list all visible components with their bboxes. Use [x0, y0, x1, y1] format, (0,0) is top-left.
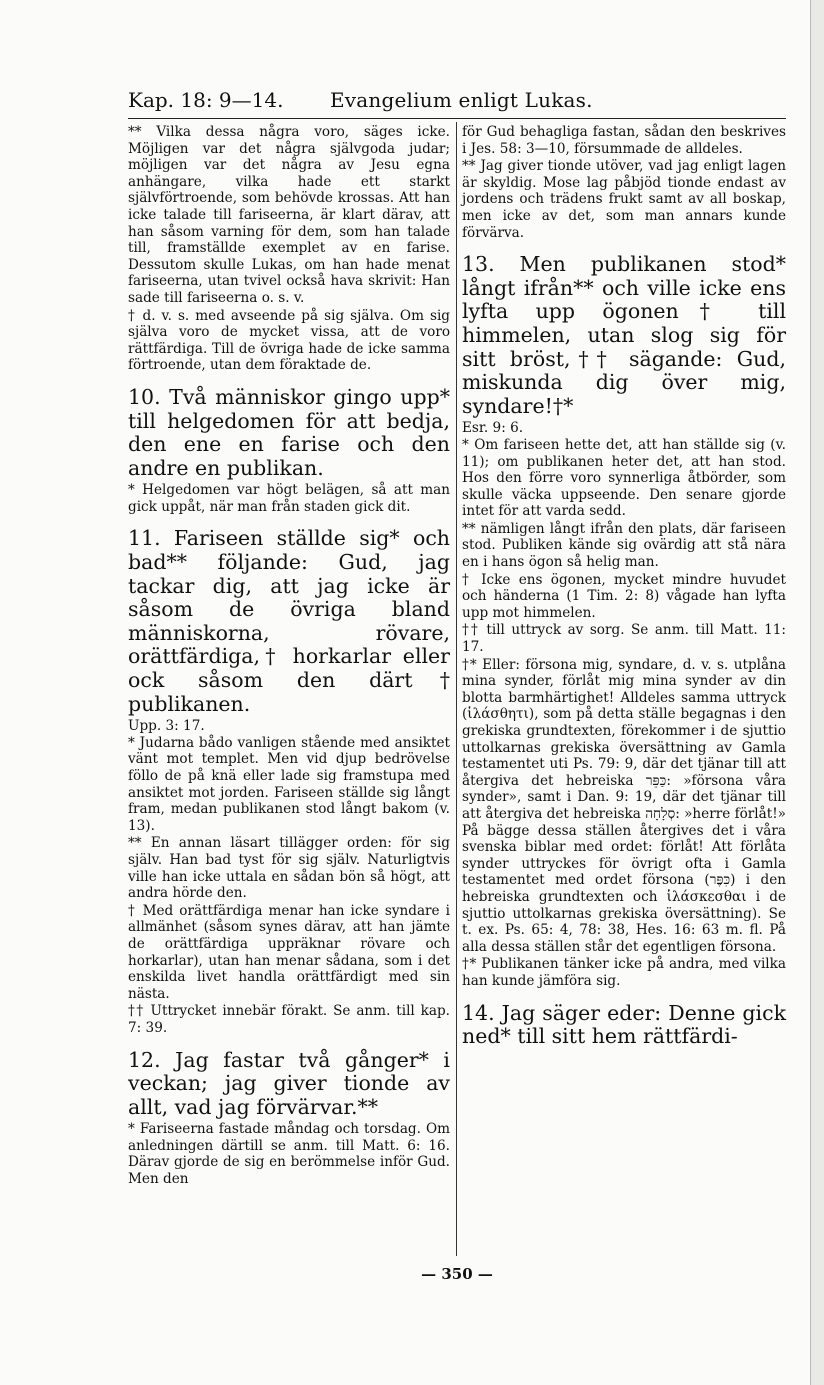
note-paragraph: * Judarna bådo vanligen stående med ansiktet vänt mot templet. Men vid djup bedrövelse föllo de på knä eller lade sig framstupa med ansiktet mot jorden. Fariseen ställde sig långt fram, medan publikanen stod långt bakom (v. 13).	[128, 734, 450, 834]
note-paragraph: * Fariseerna fastade måndag och torsdag. Om anledningen därtill se anm. till Matt. 6: 16. Därav gjorde de sig en berömmelse inför Gud. Men den	[128, 1121, 450, 1188]
note-paragraph: ** Vilka dessa några voro, säges icke. Möjligen var det några självgoda judar; möjligen var det några av Jesu egna anhängare, vilka hade ett starkt självförtroende, som behövde krossas. Att han icke talade till fariseerna, är klart därav, att han såsom varning för dem, som han talade till, framställde exemplet av en farise. Dessutom skulle Lukas, om han hade menat fariseerna, utan tvivel också hava skrivit: Han sade till fariseerna o. s. v.	[128, 124, 450, 306]
verse-paragraph: 12. Jag fastar två gånger* i veckan; jag giver tionde av allt, vad jag förvärvar.**	[128, 1047, 450, 1119]
note-paragraph: †* Publikanen tänker icke på andra, med vilka han kunde jämföra sig.	[462, 956, 786, 989]
right-column	[462, 124, 786, 1051]
cross-reference: Upp. 3: 17.	[128, 718, 205, 735]
note-paragraph: ** Jag giver tionde utöver, vad jag enligt lagen är skyldig. Mose lag påbjöd tionde endast av jordens och trädens frukt samt av all boskap, men icke av det, som man annars kunde förvärva.	[462, 158, 786, 241]
page-number: — 350 —	[421, 1265, 493, 1283]
note-paragraph: ** nämligen långt ifrån den plats, där fariseen stod. Publiken kände sig ovärdig att stå nära en i hans ögon så helig man.	[462, 520, 786, 571]
note-paragraph: † d. v. s. med avseende på sig själva. Om sig själva voro de mycket vissa, att de voro rättfärdiga. Till de övriga hade de icke samma förtroende, utan dem föraktade de.	[128, 307, 450, 374]
note-paragraph: för Gud behagliga fastan, sådan den beskrives i Jes. 58: 3—10, försummade de alldeles.	[462, 124, 786, 157]
note-paragraph: †* Eller: försona mig, syndare, d. v. s. utplåna mina synder, förlåt mig mina synder av din blotta barmhärtighet! Alldeles samma uttryck (ἱλάσθητι), som på detta ställe begagnas i den grekiska grundtexten, förekommer i de sjuttio uttolkarnas grekiska översättning av Gamla testamentet uti Ps. 79: 9, där det tjänar till att återgiva det hebreiska כַּפֵּר: »försona våra synder», samt i Dan. 9: 19, där det tjänar till att återgiva det hebreiska סְלָחָה: »herre förlåt!» På bägge dessa ställen återgives det i våra svenska biblar med ordet: förlåt! Att förlåta synder uttryckes för övrigt ofta i Gamla testamentet med ordet försona (כִּפֶּר) i den hebreiska grundtexten och ἱλάσκεσθαι i de sjuttio uttolkarnas grekiska översättning). Se t. ex. Ps. 65: 4, 78: 38, Hes. 16: 63 m. fl. På alla dessa ställen står det egentligen försona.	[462, 656, 786, 955]
column-divider	[456, 122, 457, 1256]
note-paragraph: ** En annan läsart tillägger orden: för sig själv. Han bad tyst för sig själv. Naturligtvis ville han icke uttala en sådan bön så högt, att andra hörde den.	[128, 835, 450, 902]
page-edge	[810, 0, 824, 1385]
note-paragraph: †† Uttrycket innebär förakt. Se anm. till kap. 7: 39.	[128, 1003, 450, 1036]
verse-paragraph: 13. Men publikanen stod* långt ifrån** och ville icke ens lyfta upp ögonen† till himmelen, utan slog sig för sitt bröst,†† sägande: Gud, miskunda dig över mig, syndare!†*	[462, 252, 786, 418]
running-header	[128, 84, 788, 118]
note-paragraph: * Helgedomen var högt belägen, så att man gick uppåt, när man från staden gick dit.	[128, 482, 450, 515]
note-paragraph: * Om fariseen hette det, att han ställde sig (v. 11); om publikanen heter det, att han stod. Hos den förre voro synnerliga åtbörder, som skulle väcka uppseende. Den senare gjorde intet för att varda sedd.	[462, 436, 786, 520]
cross-reference: Esr. 9: 6.	[462, 420, 524, 437]
verse-paragraph: 11. Fariseen ställde sig* och bad** följande: Gud, jag tackar dig, att jag icke är såsom de övriga bland människorna, rövare, orättfärdiga,† horkarlar eller ock såsom den därt† publikanen.	[128, 526, 450, 716]
chapter-reference: Kap. 18: 9—14.	[128, 88, 284, 112]
verse-paragraph: 10. Två människor gingo upp* till helgedomen för att bedja, den ene en farise och den andre en publikan.	[128, 384, 450, 480]
left-column	[128, 124, 450, 1189]
note-paragraph: † Med orättfärdiga menar han icke syndare i allmänhet (såsom synes därav, att han jämte de orättfärdiga uppräknar rövare och horkarlar), utan han menar sådana, som i det enskilda livet handla orättfärdigt med sin nästa.	[128, 902, 450, 1002]
note-paragraph: †† till uttryck av sorg. Se anm. till Matt. 11: 17.	[462, 622, 786, 656]
header-rule	[128, 118, 786, 119]
note-paragraph: † Icke ens ögonen, mycket mindre huvudet och händerna (1 Tim. 2: 8) vågade han lyfta upp mot himmelen.	[462, 571, 786, 621]
verse-paragraph: 14. Jag säger eder: Denne gick ned* till sitt hem rättfärdi-	[462, 1000, 786, 1049]
book-title: Evangelium enligt Lukas.	[330, 88, 593, 112]
